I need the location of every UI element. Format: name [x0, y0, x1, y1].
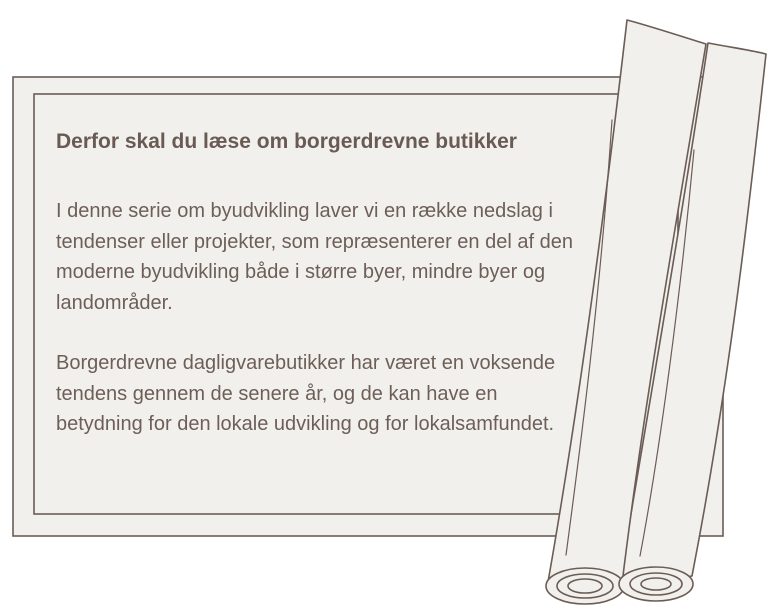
panel-title: Derfor skal du læse om borgerdrevne butikker	[56, 130, 517, 153]
info-panel	[56, 126, 586, 440]
panel-paragraph-intro: I denne serie om byudvikling laver vi en række nedslag i tendenser eller projekter, som repræsenterer en del af den moderne byudvikling både i større byer, mindre byer og landområder.	[56, 200, 573, 314]
panel-paragraph-trend: Borgerdrevne dagligvarebutikker har været en voksende tendens gennem de senere år, og de kan have en betydning for den lokale udvikling og for lokalsamfundet.	[56, 352, 556, 435]
